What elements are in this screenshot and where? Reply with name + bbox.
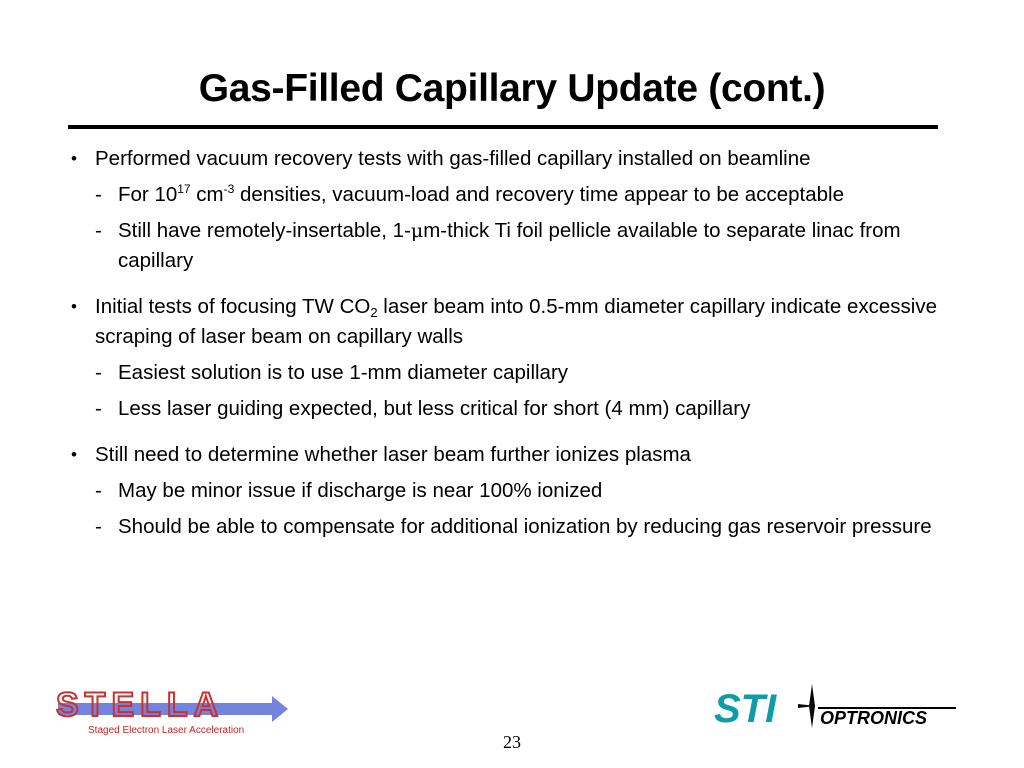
bullet-marker: • <box>71 297 77 316</box>
micro-symbol: μ <box>410 220 424 242</box>
sub-bullet-item <box>68 476 948 506</box>
sub-bullet-text: Less laser guiding expected, but less critical for short (4 mm) capillary <box>118 397 751 420</box>
sub-bullet-text: May be minor issue if discharge is near 100% ionized <box>118 479 603 502</box>
slide-body <box>68 144 948 542</box>
sub-bullet-item <box>68 512 948 542</box>
bullet-text-suffix: laser beam into 0.5-mm diameter capillary indicate excessive scraping of laser beam on capillary walls <box>95 295 938 348</box>
dash-marker: - <box>95 515 102 538</box>
slide-title: Gas-Filled Capillary Update (cont.) <box>198 67 826 110</box>
stella-tagline: Staged Electron Laser Acceleration <box>88 725 245 736</box>
sti-optronics-logo <box>712 680 962 730</box>
bullet-marker: • <box>71 445 77 464</box>
bullet-item <box>68 144 948 174</box>
sub-bullet-text-prefix: Still have remotely-insertable, 1- <box>118 219 411 242</box>
bullet-item <box>68 292 948 352</box>
sub-bullet-item <box>68 216 948 276</box>
dash-marker: - <box>95 479 102 502</box>
optronics-wordmark: OPTRONICS <box>820 708 928 728</box>
sub-bullet-item <box>68 358 948 388</box>
subscript-2: 2 <box>370 305 378 320</box>
bullet-text: Still need to determine whether laser beam further ionizes plasma <box>95 443 691 466</box>
dash-marker: - <box>95 183 102 206</box>
title-divider <box>68 125 938 129</box>
exponent-17: 17 <box>177 182 191 196</box>
dash-marker: - <box>95 361 102 384</box>
sub-bullet-text: Should be able to compensate for additional ionization by reducing gas reservoir pressure <box>118 515 932 538</box>
bullet-marker: • <box>71 149 77 168</box>
sub-bullet-item <box>68 180 948 210</box>
bullet-text-prefix: Initial tests of focusing TW CO <box>95 295 371 318</box>
sub-bullet-text-unit: cm <box>190 183 224 206</box>
sub-bullet-text-suffix: densities, vacuum-load and recovery time appear to be acceptable <box>234 183 844 206</box>
bullet-text: Performed vacuum recovery tests with gas-filled capillary installed on beamline <box>95 147 811 170</box>
sub-bullet-text-suffix: m-thick Ti foil pellicle available to separate linac from capillary <box>118 219 901 272</box>
sub-bullet-item <box>68 394 948 424</box>
page-number: 23 <box>503 732 521 752</box>
dash-marker: - <box>95 219 102 242</box>
exponent-minus-3: -3 <box>223 182 235 196</box>
stella-logo <box>50 679 290 739</box>
dash-marker: - <box>95 397 102 420</box>
sti-wordmark: STI <box>714 687 777 730</box>
bullet-item <box>68 440 948 470</box>
stella-wordmark: STELLA <box>56 686 225 724</box>
sub-bullet-text: Easiest solution is to use 1-mm diameter capillary <box>118 361 569 384</box>
sub-bullet-text-prefix: For 10 <box>118 183 178 206</box>
